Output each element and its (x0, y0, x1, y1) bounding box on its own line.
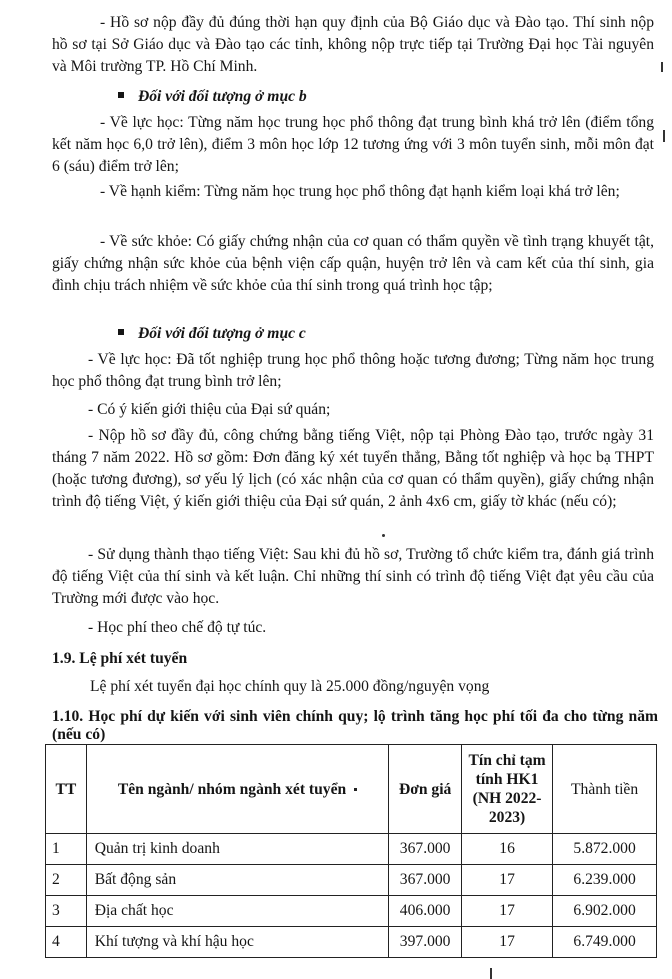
table-row (46, 896, 657, 927)
cell-name: Quản trị kinh doanh (86, 834, 389, 865)
cell-price: 367.000 (389, 834, 462, 865)
square-bullet-icon (118, 329, 124, 335)
cell-tt: 2 (46, 865, 87, 896)
header-name-text: Tên ngành/ nhóm ngành xét tuyển (117, 780, 347, 798)
heading-target-b-text: Đối với đối tượng ở mục b (138, 88, 307, 105)
scan-mark (663, 130, 665, 142)
section-1-10-heading: 1.10. Học phí dự kiến với sinh viên chính quy; lộ trình tăng học phí tối đa cho từng năm (nếu có) (52, 708, 658, 743)
paragraph-c-documents: - Nộp hồ sơ đầy đủ, công chứng bằng tiếng Việt, nộp tại Phòng Đào tạo, trước ngày 31 tháng 7 năm 2022. Hồ sơ gồm: Đơn đăng ký xét tuyển thẳng, Bằng tốt nghiệp và học bạ THPT (hoặc tương đương), sơ yếu lý lịch (có xác nhận của cơ quan có thẩm quyền), giấy chứng nhận trình độ tiếng Việt, ý kiến giới thiệu của Đại sứ quán, 2 ảnh 4x6 cm, giấy tờ khác (nếu có); (52, 427, 654, 510)
paragraph-c-tuition: - Học phí theo chế độ tự túc. (88, 619, 267, 636)
cell-price: 406.000 (389, 896, 462, 927)
table-row (46, 927, 657, 958)
scan-mark (490, 968, 492, 979)
cell-name: Bất động sản (86, 865, 389, 896)
cell-total: 5.872.000 (553, 834, 657, 865)
cell-price: 397.000 (389, 927, 462, 958)
scan-mark (661, 62, 663, 72)
paragraph-b-conduct: - Về hạnh kiểm: Từng năm học trung học phổ thông đạt hạnh kiểm loại khá trở lên; (100, 183, 620, 200)
cell-total: 6.749.000 (553, 927, 657, 958)
cell-total: 6.239.000 (553, 865, 657, 896)
cell-credits: 17 (461, 927, 552, 958)
cell-tt: 4 (46, 927, 87, 958)
header-total: Thành tiền (553, 745, 657, 834)
section-1-9-heading: 1.9. Lệ phí xét tuyển (52, 650, 188, 667)
header-credits: Tín chỉ tạm tính HK1 (NH 2022-2023) (461, 745, 552, 834)
paragraph-c-academic: - Về lực học: Đã tốt nghiệp trung học phổ thông hoặc tương đương; Từng năm học trung học phổ thông đạt trung bình trở lên; (52, 351, 654, 390)
stray-dot-icon (354, 788, 357, 791)
paragraph-c-vietnamese: - Sử dụng thành thạo tiếng Việt: Sau khi đủ hồ sơ, Trường tổ chức kiểm tra, đánh giá trình độ tiếng Việt của thí sinh và kết luận. Chỉ những thí sinh có trình độ tiếng Việt đạt yêu cầu của Trường mới được vào học. (52, 546, 654, 607)
table-header-row (46, 745, 657, 834)
header-tt: TT (46, 745, 87, 834)
cell-tt: 3 (46, 896, 87, 927)
paragraph-submission: - Hồ sơ nộp đầy đủ đúng thời hạn quy định của Bộ Giáo dục và Đào tạo. Thí sinh nộp hồ sơ tại Sở Giáo dục và Đào tạo các tỉnh, không nộp trực tiếp tại Trường Đại học Tài nguyên và Môi trường TP. Hồ Chí Minh. (52, 14, 654, 75)
cell-credits: 17 (461, 865, 552, 896)
header-name (86, 745, 389, 834)
heading-target-c-text: Đối với đối tượng ở mục c (138, 325, 306, 342)
header-price: Đơn giá (389, 745, 462, 834)
heading-target-c (118, 323, 306, 345)
table-row (46, 834, 657, 865)
heading-target-b (118, 86, 307, 108)
cell-credits: 17 (461, 896, 552, 927)
cell-price: 367.000 (389, 865, 462, 896)
section-1-9-body: Lệ phí xét tuyển đại học chính quy là 25.000 đồng/nguyện vọng (90, 678, 490, 695)
cell-credits: 16 (461, 834, 552, 865)
scan-dot (382, 534, 385, 537)
cell-tt: 1 (46, 834, 87, 865)
tuition-table (45, 744, 657, 958)
paragraph-b-academic: - Về lực học: Từng năm học trung học phổ thông đạt trung bình khá trở lên (điểm tổng kết năm học 6,0 trở lên), điểm 3 môn học lớp 12 tương ứng với 3 môn tuyển sinh, mỗi môn đạt 6 (sáu) điểm trở lên; (52, 114, 654, 175)
table-row (46, 865, 657, 896)
cell-name: Địa chất học (86, 896, 389, 927)
cell-name: Khí tượng và khí hậu học (86, 927, 389, 958)
paragraph-b-health: - Về sức khỏe: Có giấy chứng nhận của cơ quan có thẩm quyền về tình trạng khuyết tật, giấy chứng nhận sức khỏe của bệnh viện cấp quận, huyện trở lên và cam kết của thí sinh, gia đình chịu trách nhiệm về sức khỏe của thí sinh trong quá trình học tập; (52, 233, 654, 294)
cell-total: 6.902.000 (553, 896, 657, 927)
square-bullet-icon (118, 92, 124, 98)
paragraph-c-embassy: - Có ý kiến giới thiệu của Đại sứ quán; (88, 401, 331, 418)
